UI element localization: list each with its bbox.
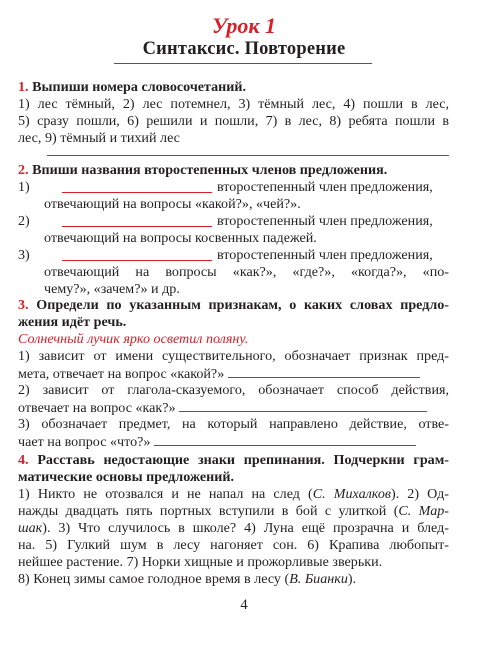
task3-item-answer-row: [18, 365, 449, 384]
task4-instruction-continued: матические основы предложений.: [18, 469, 235, 485]
task4-instruction-text: Расставь недостающие знаки препинания. Подчеркни грам-: [37, 452, 449, 468]
text-run: нажды двадцать пять портных вступили в бой с улиткой (: [18, 503, 399, 519]
task3-item-answer-row: [18, 433, 449, 452]
task4-number: 4.: [18, 452, 29, 468]
author-name: В. Бианки: [289, 571, 348, 587]
task3-instruction-text: Определи по указанным признакам, о каких словах предло-: [36, 297, 450, 313]
task2-instruction-text: Впиши названия второстепенных членов предложения.: [32, 162, 388, 178]
text-run: 1) Никто не отозвался и не напал на след (: [18, 486, 313, 502]
task1-line: лес, 9) тёмный и тихий лес: [18, 130, 180, 146]
item-text-continued: отвечающий на вопросы «какой?», «чей?».: [44, 196, 301, 212]
task3-item: 3) обозначает предмет, на который направлено действие, отве-: [18, 416, 449, 432]
item-number: 2): [18, 213, 30, 229]
item-text: чает на вопрос «что?»: [18, 434, 151, 450]
item-text-continued: чему?», «зачем?» и др.: [44, 281, 180, 297]
item-number: 1): [18, 179, 30, 195]
task4-line: [18, 520, 449, 538]
task1-instruction: [18, 79, 449, 97]
text-run: 8) Конец зимы самое голодное время в лесу (: [18, 571, 290, 587]
item-text-continued: отвечающий на вопросы косвенных падежей.: [44, 230, 317, 246]
task2-number: 2.: [18, 162, 29, 178]
title-underline: [114, 63, 372, 64]
answer-blank[interactable]: [62, 213, 212, 227]
answer-blank[interactable]: [62, 247, 212, 261]
task4-line: на. 5) Гулкий шум в лесу нагоняет сон. 6) Крапива любопыт-: [18, 537, 449, 553]
author-name: С. Мар-: [398, 503, 449, 519]
task1-instruction-text: Выпиши номера словосочетаний.: [32, 79, 247, 95]
item-text: второстепенный член предложения,: [217, 179, 433, 195]
task3-instruction-continued: жения идёт речь.: [18, 314, 127, 330]
author-name: С. Михалков: [312, 486, 391, 502]
task4-line: [18, 571, 449, 589]
item-text-continued: отвечающий на вопросы «как?», «где?», «когда?», «по-: [44, 264, 449, 280]
answer-line[interactable]: [47, 155, 449, 156]
item-text: второстепенный член предложения,: [217, 213, 433, 229]
task3-number: 3.: [18, 297, 29, 313]
answer-blank[interactable]: [179, 399, 427, 412]
page-title: Синтаксис. Повторение: [142, 39, 346, 59]
item-text: второстепенный член предложения,: [217, 247, 433, 263]
page-number: 4: [240, 597, 248, 613]
lesson-heading: Урок 1: [211, 13, 277, 38]
example-sentence: Солнечный лучик ярко осветил поляну.: [18, 331, 249, 347]
text-run: ). 3) Что случилось в школе? 4) Луна ещё прозрачна и блед-: [42, 520, 449, 536]
task3-item: 2) зависит от глагола-сказуемого, обозначает способ действия,: [18, 382, 449, 398]
text-run: ).: [347, 571, 357, 587]
task4-line: нейшее растение. 7) Норки хищные и прожорливые зверьки.: [18, 554, 383, 570]
task3-instruction: [18, 297, 449, 315]
item-number: 3): [18, 247, 30, 263]
answer-blank[interactable]: [228, 365, 420, 378]
task4-line: [18, 486, 449, 504]
item-text: мета, отвечает на вопрос «какой?»: [18, 366, 225, 382]
task3-item-answer-row: [18, 399, 449, 418]
task1-number: 1.: [18, 79, 29, 95]
answer-blank[interactable]: [62, 179, 212, 193]
task1-line: 5) сразу пошли, 6) решили и пошли, 7) в лес, 8) ребята пошли в: [18, 113, 449, 129]
task4-line: [18, 503, 449, 521]
author-name: шак: [18, 520, 43, 536]
answer-blank[interactable]: [154, 433, 416, 446]
task4-instruction: [18, 452, 449, 470]
task3-item: 1) зависит от имени существительного, обозначает признак пред-: [18, 348, 449, 364]
task2-instruction: [18, 162, 449, 180]
item-text: отвечает на вопрос «как?»: [18, 400, 176, 416]
task1-line: 1) лес тёмный, 2) лес потемнел, 3) тёмный лес, 4) пошли в лес,: [18, 96, 449, 112]
text-run: ). 2) Од-: [391, 486, 449, 502]
